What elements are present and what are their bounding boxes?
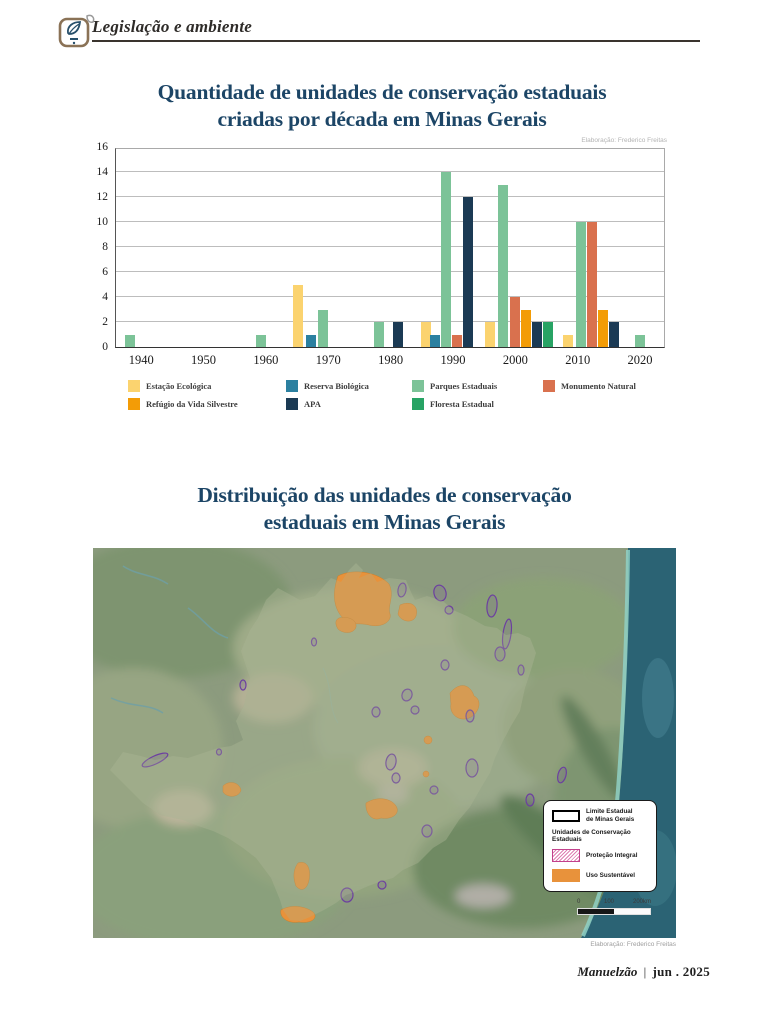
legend-label: Floresta Estadual bbox=[430, 399, 494, 409]
x-tick-label: 1940 bbox=[128, 353, 154, 367]
limite-label-line2: de Minas Gerais bbox=[586, 815, 635, 823]
chart-title bbox=[0, 79, 764, 133]
bar-Estação Ecológica bbox=[293, 285, 303, 348]
footer-magazine: Manuelzão bbox=[577, 964, 638, 979]
bar-Parques Estaduais bbox=[374, 322, 384, 347]
legend-swatch bbox=[286, 380, 298, 392]
footer-separator: | bbox=[643, 964, 647, 979]
map-legend bbox=[543, 800, 657, 892]
bar-Floresta Estadual bbox=[543, 322, 553, 347]
chart-legend bbox=[115, 377, 675, 419]
ocean-shade bbox=[642, 658, 674, 738]
scalebar-end: 200km bbox=[632, 899, 651, 905]
legend-label: Monumento Natural bbox=[561, 381, 636, 391]
bar-Reserva Biológica bbox=[306, 335, 316, 348]
bar-Monumento Natural bbox=[510, 297, 520, 347]
legend-label: Refúgio da Vida Silvestre bbox=[146, 399, 238, 409]
header-title: Legislação e ambiente bbox=[92, 17, 252, 36]
legend-label: Parques Estaduais bbox=[430, 381, 498, 391]
bar-Refúgio da Vida Silvestre bbox=[598, 310, 608, 348]
legend-swatch bbox=[286, 398, 298, 410]
map-legend-limite-row bbox=[552, 808, 648, 823]
scalebar-white-segment bbox=[614, 909, 650, 914]
bar-Parques Estaduais bbox=[498, 185, 508, 348]
limite-label-line1: Limite Estadual bbox=[586, 808, 633, 815]
bar-Estação Ecológica bbox=[563, 335, 573, 348]
legend-swatch bbox=[128, 398, 140, 410]
page-footer bbox=[577, 964, 710, 980]
map-legend-protecao-label: Proteção Integral bbox=[586, 852, 638, 859]
scalebar-labels bbox=[577, 899, 651, 907]
map-credit: Elaboração: Frederico Freitas bbox=[590, 941, 676, 948]
y-tick-label: 2 bbox=[102, 316, 108, 328]
legend-swatch bbox=[543, 380, 555, 392]
scalebar-black-segment bbox=[578, 909, 614, 914]
x-tick-label: 1960 bbox=[253, 353, 279, 367]
map-legend-uso-swatch bbox=[552, 869, 580, 882]
map-legend-limite-label bbox=[586, 808, 634, 823]
bar-Monumento Natural bbox=[587, 222, 597, 347]
y-tick-label: 6 bbox=[102, 266, 108, 278]
bar-Parques Estaduais bbox=[576, 222, 586, 347]
y-tick-label: 0 bbox=[102, 341, 108, 353]
y-tick-label: 10 bbox=[96, 216, 108, 228]
scalebar-bar bbox=[577, 908, 651, 915]
y-tick-label: 12 bbox=[96, 191, 108, 203]
y-tick-label: 14 bbox=[96, 166, 108, 178]
x-tick-label: 1990 bbox=[440, 353, 466, 367]
map-legend-uso-label: Uso Sustentável bbox=[586, 872, 635, 879]
bar-APA bbox=[463, 197, 473, 347]
scalebar-mid: 100 bbox=[604, 899, 615, 905]
map-legend-limite-swatch bbox=[552, 810, 580, 822]
bar-Parques Estaduais bbox=[256, 335, 266, 348]
header-rule bbox=[92, 40, 700, 42]
plot-area bbox=[115, 148, 665, 348]
x-tick-label: 1970 bbox=[315, 353, 341, 367]
bar-Parques Estaduais bbox=[441, 172, 451, 347]
chart-title-line1: Quantidade de unidades de conservação estaduais bbox=[157, 80, 607, 104]
y-axis-labels bbox=[78, 141, 108, 353]
legend-label: Estação Ecológica bbox=[146, 381, 212, 391]
chart-title-line2: criadas por década em Minas Gerais bbox=[217, 107, 547, 131]
chart-credit: Elaboração: Frederico Freitas bbox=[581, 137, 667, 144]
bar-Monumento Natural bbox=[452, 335, 462, 348]
x-tick-label: 2020 bbox=[627, 353, 653, 367]
footer-date: jun . 2025 bbox=[652, 964, 710, 979]
bar-Parques Estaduais bbox=[125, 335, 135, 348]
bar-APA bbox=[532, 322, 542, 347]
bar-Parques Estaduais bbox=[635, 335, 645, 348]
legend-swatch bbox=[412, 380, 424, 392]
bar-Reserva Biológica bbox=[430, 335, 440, 348]
satellite-map bbox=[93, 548, 676, 938]
bar-APA bbox=[609, 322, 619, 347]
x-tick-label: 2010 bbox=[565, 353, 591, 367]
y-tick-label: 8 bbox=[102, 241, 108, 253]
x-tick-label: 1980 bbox=[378, 353, 404, 367]
gridline bbox=[116, 171, 664, 172]
map-title-line1: Distribuição das unidades de conservação bbox=[197, 483, 572, 507]
x-tick-label: 2000 bbox=[502, 353, 528, 367]
bar-APA bbox=[393, 322, 403, 347]
bar-Refúgio da Vida Silvestre bbox=[521, 310, 531, 348]
map-legend-header: Unidades de Conservação Estaduais bbox=[552, 829, 631, 843]
x-tick-label: 1950 bbox=[191, 353, 217, 367]
map-legend-protecao-swatch bbox=[552, 849, 580, 862]
scalebar-start: 0 bbox=[577, 899, 581, 905]
map-title-line2: estaduais em Minas Gerais bbox=[263, 510, 506, 534]
x-axis-labels bbox=[115, 353, 665, 369]
legend-label: Reserva Biológica bbox=[304, 381, 369, 391]
map-legend-protecao-row bbox=[552, 849, 648, 862]
bar-Parques Estaduais bbox=[318, 310, 328, 348]
gridline bbox=[116, 196, 664, 197]
legend-swatch bbox=[412, 398, 424, 410]
y-tick-label: 4 bbox=[102, 291, 108, 303]
map-legend-uso-row bbox=[552, 869, 648, 882]
legend-label: APA bbox=[304, 399, 321, 409]
bar-Estação Ecológica bbox=[485, 322, 495, 347]
legend-swatch bbox=[128, 380, 140, 392]
map-scalebar bbox=[577, 899, 651, 915]
y-tick-label: 16 bbox=[96, 141, 108, 153]
